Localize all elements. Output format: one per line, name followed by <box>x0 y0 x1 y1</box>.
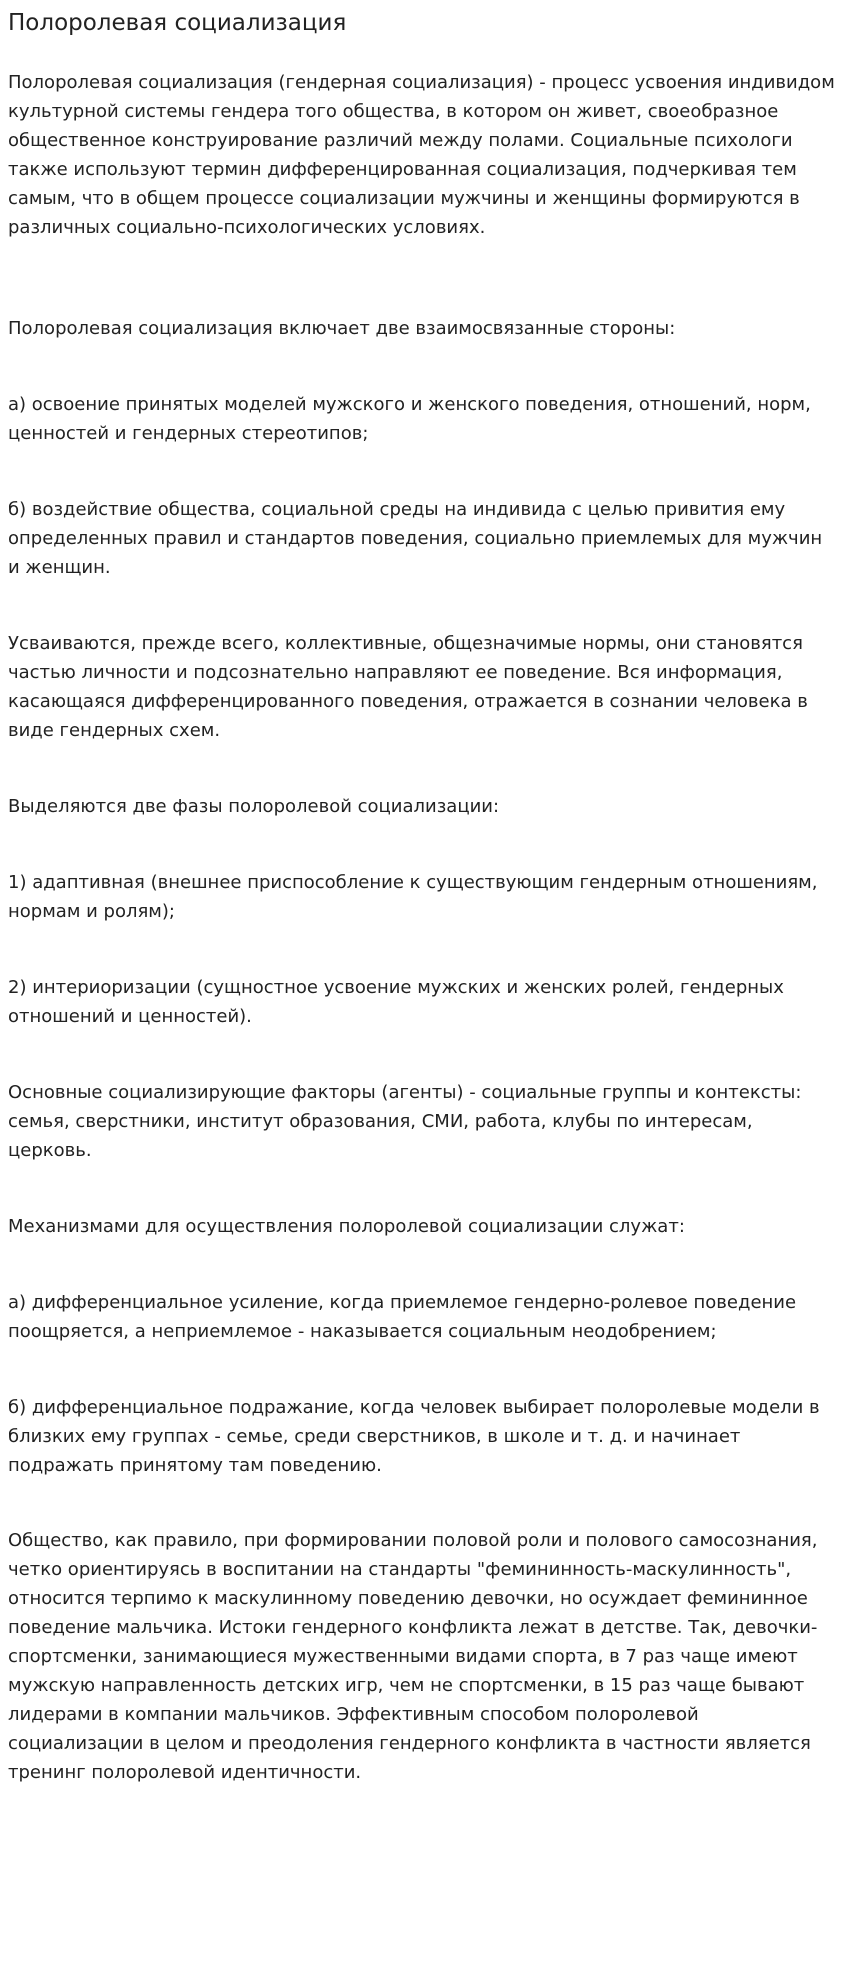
paragraph-norms: Усваиваются, прежде всего, коллективные, общезначимые нормы, они становятся частью личности и подсознательно направляют ее поведение. Вся информация, касающаяся дифференцированного поведения, отражается в сознании человека в виде гендерных схем. <box>8 633 808 741</box>
paragraph-phase-2: 2) интериоризации (сущностное усвоение мужских и женских ролей, гендерных отношений и ценностей). <box>8 977 784 1027</box>
paragraph-two-phases: Выделяются две фазы полоролевой социализации: <box>8 796 500 817</box>
paragraph-definition: Полоролевая социализация (гендерная социализация) - процесс усвоения индивидом культурной системы гендера того общества, в котором он живет, своеобразное общественное конструирование различий между полами. Социальные психологи также используют термин дифференцированная социализация, подчеркивая тем самым, что в общем процессе социализации мужчины и женщины формируются в различных социально-психологических условиях. <box>8 72 835 238</box>
paragraph-side-a: а) освоение принятых моделей мужского и женского поведения, отношений, норм, ценностей и гендерных стереотипов; <box>8 394 811 444</box>
paragraph-agents: Основные социализирующие факторы (агенты) - социальные группы и контексты: семья, сверстники, институт образования, СМИ, работа, клубы по интересам, церковь. <box>8 1082 802 1161</box>
paragraph-mechanisms: Механизмами для осуществления полоролевой социализации служат: <box>8 1216 685 1237</box>
paragraph-society: Общество, как правило, при формировании половой роли и полового самосознания, четко ориентируясь в воспитании на стандарты "фемининность-маскулинность", относится терпимо к маскулинному поведению девочки, но осуждает фемининное поведение мальчика. Истоки гендерного конфликта лежат в детстве. Так, девочки-спортсменки, занимающиеся мужественными видами спорта, в 7 раз чаще имеют мужскую направленность детских игр, чем не спортсменки, в 15 раз чаще бывают лидерами в компании мальчиков. Эффективным способом полоролевой социализации в целом и преодоления гендерного конфликта в частности является тренинг полоролевой идентичности. <box>8 1530 818 1783</box>
article-body <box>8 68 837 1787</box>
page-title: Полоролевая социализация <box>8 10 347 36</box>
document-page <box>0 8 847 1787</box>
paragraph-phase-1: 1) адаптивная (внешнее приспособление к существующим гендерным отношениям, нормам и ролям); <box>8 872 818 922</box>
paragraph-two-sides: Полоролевая социализация включает две взаимосвязанные стороны: <box>8 318 676 339</box>
paragraph-side-b: б) воздействие общества, социальной среды на индивида с целью привития ему определенных правил и стандартов поведения, социально приемлемых для мужчин и женщин. <box>8 499 823 578</box>
paragraph-mechanism-b: б) дифференциальное подражание, когда человек выбирает полоролевые модели в близких ему группах - семье, среди сверстников, в школе и т. д. и начинает подражать принятому там поведению. <box>8 1397 820 1476</box>
paragraph-mechanism-a: а) дифференциальное усиление, когда приемлемое гендерно-ролевое поведение поощряется, а неприемлемое - наказывается социальным неодобрением; <box>8 1292 797 1342</box>
